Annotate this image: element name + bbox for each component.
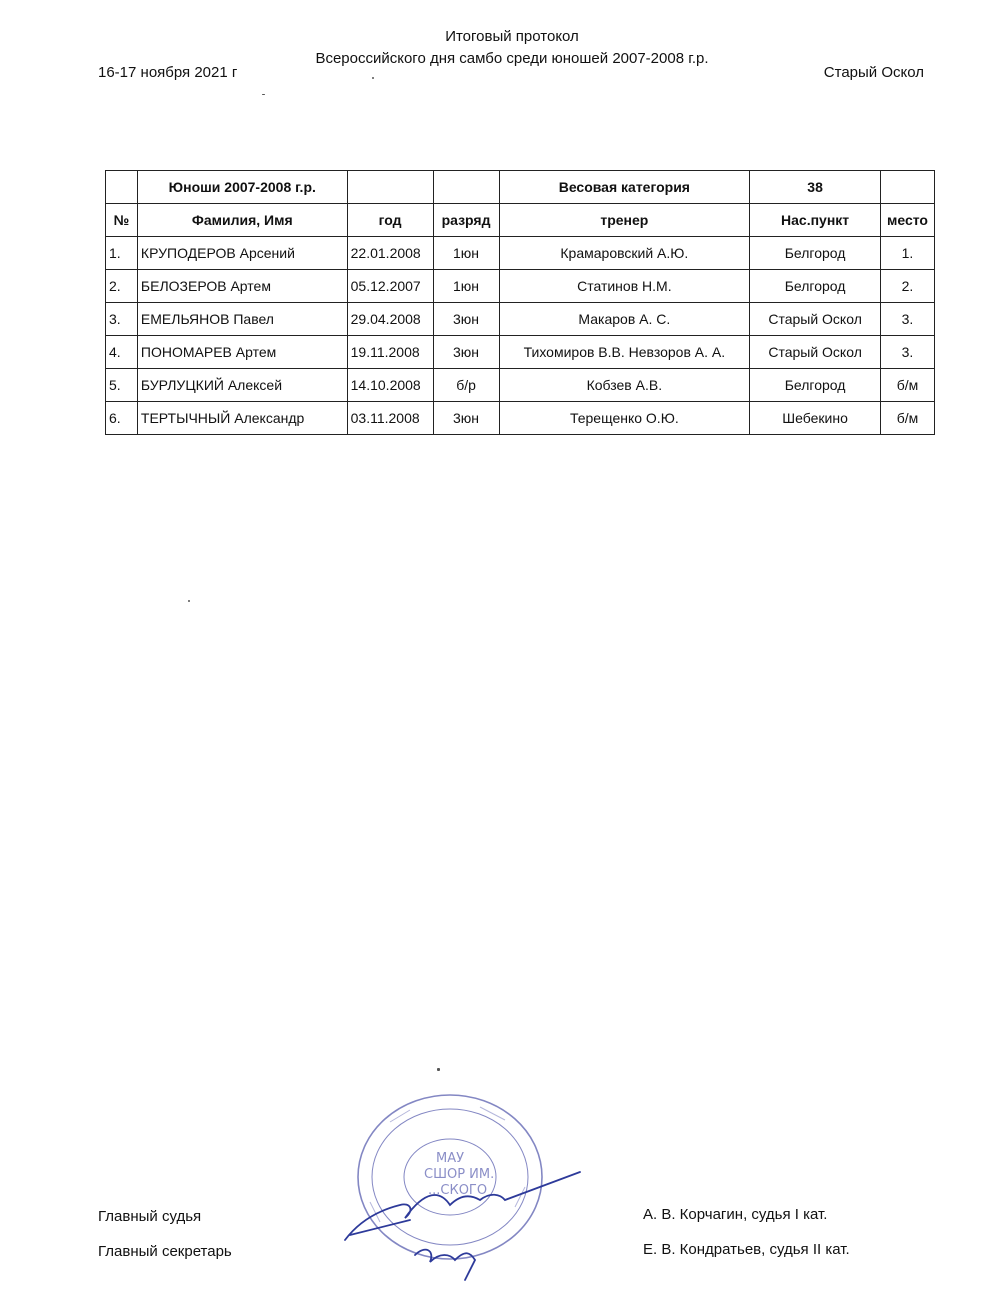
svg-text:МАУ: МАУ: [436, 1151, 465, 1166]
cell-name: БЕЛОЗЕРОВ Артем: [137, 270, 347, 303]
cell-coach: Терещенко О.Ю.: [499, 402, 750, 435]
cell-place: б/м: [880, 369, 934, 402]
cell-num: 6.: [106, 402, 138, 435]
cell-place: 1.: [880, 237, 934, 270]
title-line-2: Всероссийского дня самбо среди юношей 2007-2008 г.р.: [315, 50, 709, 67]
cell-num: 1.: [106, 237, 138, 270]
cell-num: 4.: [106, 336, 138, 369]
column-header: Фамилия, Имя: [137, 204, 347, 237]
cell-date: 29.04.2008: [347, 303, 433, 336]
table-group-header-row: [106, 171, 935, 204]
event-date: 16-17 ноября 2021 г: [98, 64, 238, 81]
cell-num: 5.: [106, 369, 138, 402]
cell-place: 2.: [880, 270, 934, 303]
signatures-scribble: [330, 1150, 590, 1290]
chief-judge-label: Главный судья: [98, 1208, 202, 1225]
chief-judge-name: А. В. Корчагин, судья I кат.: [643, 1206, 828, 1223]
cell-coach: Статинов Н.М.: [499, 270, 750, 303]
empty-cell: [880, 171, 934, 204]
category-label: Весовая категория: [499, 171, 750, 204]
cell-name: БУРЛУЦКИЙ Алексей: [137, 369, 347, 402]
cell-rank: б/р: [433, 369, 499, 402]
cell-rank: 1юн: [433, 270, 499, 303]
event-city: Старый Оскол: [823, 64, 924, 81]
chief-secretary-label: Главный секретарь: [98, 1243, 232, 1260]
table-row: [106, 303, 935, 336]
cell-date: 19.11.2008: [347, 336, 433, 369]
table-row: [106, 270, 935, 303]
cell-coach: Кобзев А.В.: [499, 369, 750, 402]
cell-coach: Крамаровский А.Ю.: [499, 237, 750, 270]
scan-speck: [262, 94, 265, 95]
chief-secretary-name: Е. В. Кондратьев, судья II кат.: [643, 1241, 850, 1258]
cell-num: 2.: [106, 270, 138, 303]
scan-speck: [372, 77, 374, 79]
table-row: [106, 336, 935, 369]
column-header: тренер: [499, 204, 750, 237]
title-line-1: Итоговый протокол: [445, 28, 579, 45]
svg-text:...СКОГО: ...СКОГО: [428, 1183, 488, 1198]
cell-date: 22.01.2008: [347, 237, 433, 270]
cell-city: Шебекино: [750, 402, 881, 435]
cell-city: Белгород: [750, 270, 881, 303]
cell-place: 3.: [880, 336, 934, 369]
cell-name: ТЕРТЫЧНЫЙ Александр: [137, 402, 347, 435]
cell-rank: 3юн: [433, 303, 499, 336]
cell-city: Белгород: [750, 237, 881, 270]
cell-place: 3.: [880, 303, 934, 336]
cell-place: б/м: [880, 402, 934, 435]
cell-name: ЕМЕЛЬЯНОВ Павел: [137, 303, 347, 336]
cell-rank: 1юн: [433, 237, 499, 270]
cell-date: 05.12.2007: [347, 270, 433, 303]
group-label: Юноши 2007-2008 г.р.: [137, 171, 347, 204]
table-row: [106, 369, 935, 402]
column-header: Нас.пункт: [750, 204, 881, 237]
cell-rank: 3юн: [433, 402, 499, 435]
cell-coach: Тихомиров В.В. Невзоров А. А.: [499, 336, 750, 369]
column-header: год: [347, 204, 433, 237]
results-table: [105, 170, 935, 435]
table-row: [106, 402, 935, 435]
cell-num: 3.: [106, 303, 138, 336]
column-header: место: [880, 204, 934, 237]
cell-coach: Макаров А. С.: [499, 303, 750, 336]
table-row: [106, 237, 935, 270]
category-value: 38: [750, 171, 881, 204]
cell-name: ПОНОМАРЕВ Артем: [137, 336, 347, 369]
table-column-header-row: [106, 204, 935, 237]
cell-rank: 3юн: [433, 336, 499, 369]
cell-name: КРУПОДЕРОВ Арсений: [137, 237, 347, 270]
column-header: разряд: [433, 204, 499, 237]
scan-speck: [437, 1068, 440, 1071]
scan-speck: [188, 600, 190, 602]
cell-date: 14.10.2008: [347, 369, 433, 402]
cell-city: Старый Оскол: [750, 303, 881, 336]
cell-city: Старый Оскол: [750, 336, 881, 369]
empty-cell: [347, 171, 433, 204]
column-header: №: [106, 204, 138, 237]
svg-text:СШОР ИМ.: СШОР ИМ.: [424, 1167, 495, 1182]
empty-cell: [433, 171, 499, 204]
cell-city: Белгород: [750, 369, 881, 402]
empty-cell: [106, 171, 138, 204]
cell-date: 03.11.2008: [347, 402, 433, 435]
